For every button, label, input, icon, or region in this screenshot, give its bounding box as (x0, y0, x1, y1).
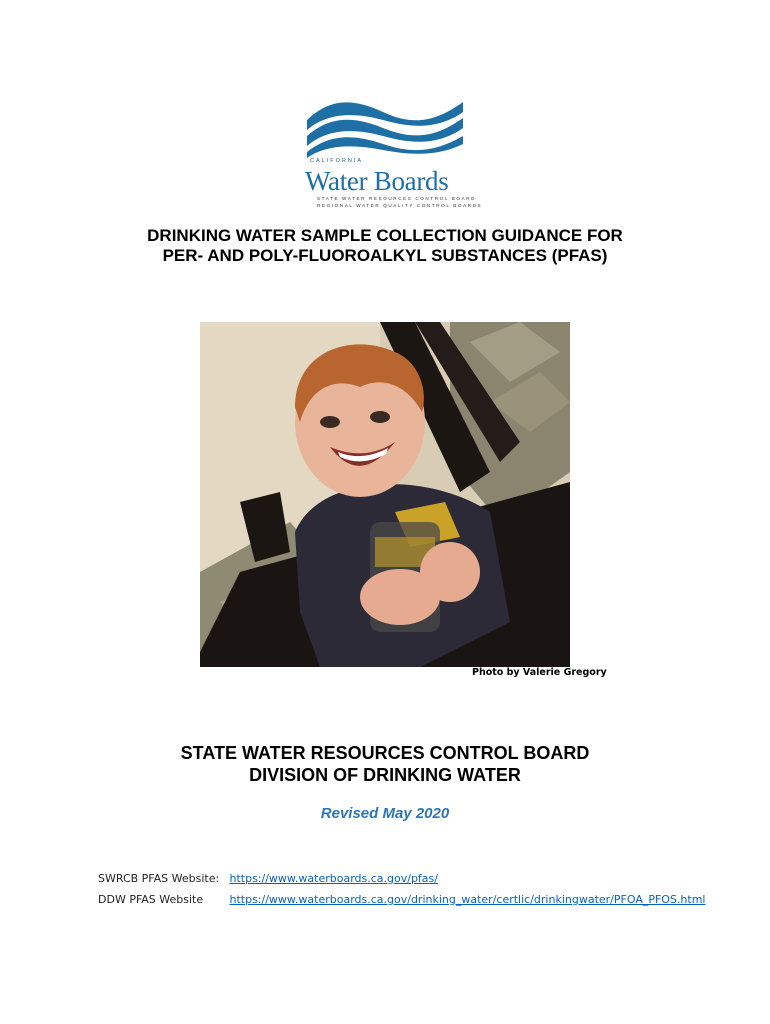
logo-subtitle-1: STATE WATER RESOURCES CONTROL BOARD (317, 196, 477, 201)
document-title-line-1: DRINKING WATER SAMPLE COLLECTION GUIDANCE FOR (147, 226, 623, 245)
water-waves-icon (305, 96, 465, 158)
organization-name: STATE WATER RESOURCES CONTROL BOARD (180, 743, 590, 763)
document-title-line-2: PER- AND POLY-FLUOROALKYL SUBSTANCES (PFAS) (162, 246, 608, 265)
logo-subtitle-2: REGIONAL WATER QUALITY CONTROL BOARDS (317, 203, 483, 208)
division-name: DIVISION OF DRINKING WATER (249, 765, 521, 785)
photo-credit: Photo by Valerie Gregory (472, 667, 607, 678)
revised-date: Revised May 2020 (320, 805, 450, 822)
cover-photo (200, 322, 570, 667)
ddw-link-row (98, 893, 706, 906)
swrcb-pfas-link[interactable]: https://www.waterboards.ca.gov/pfas/ (229, 872, 438, 885)
swrcb-link-row (98, 872, 438, 885)
ddw-pfas-link[interactable]: https://www.waterboards.ca.gov/drinking_water/certlic/drinkingwater/PFOA_PFOS.html (229, 893, 706, 906)
logo-name: Water Boards (305, 166, 449, 196)
swrcb-link-label: SWRCB PFAS Website: (98, 872, 220, 885)
water-boards-logo (305, 96, 483, 214)
ddw-link-label: DDW PFAS Website (98, 893, 204, 906)
logo-state-text: CALIFORNIA (310, 158, 364, 164)
